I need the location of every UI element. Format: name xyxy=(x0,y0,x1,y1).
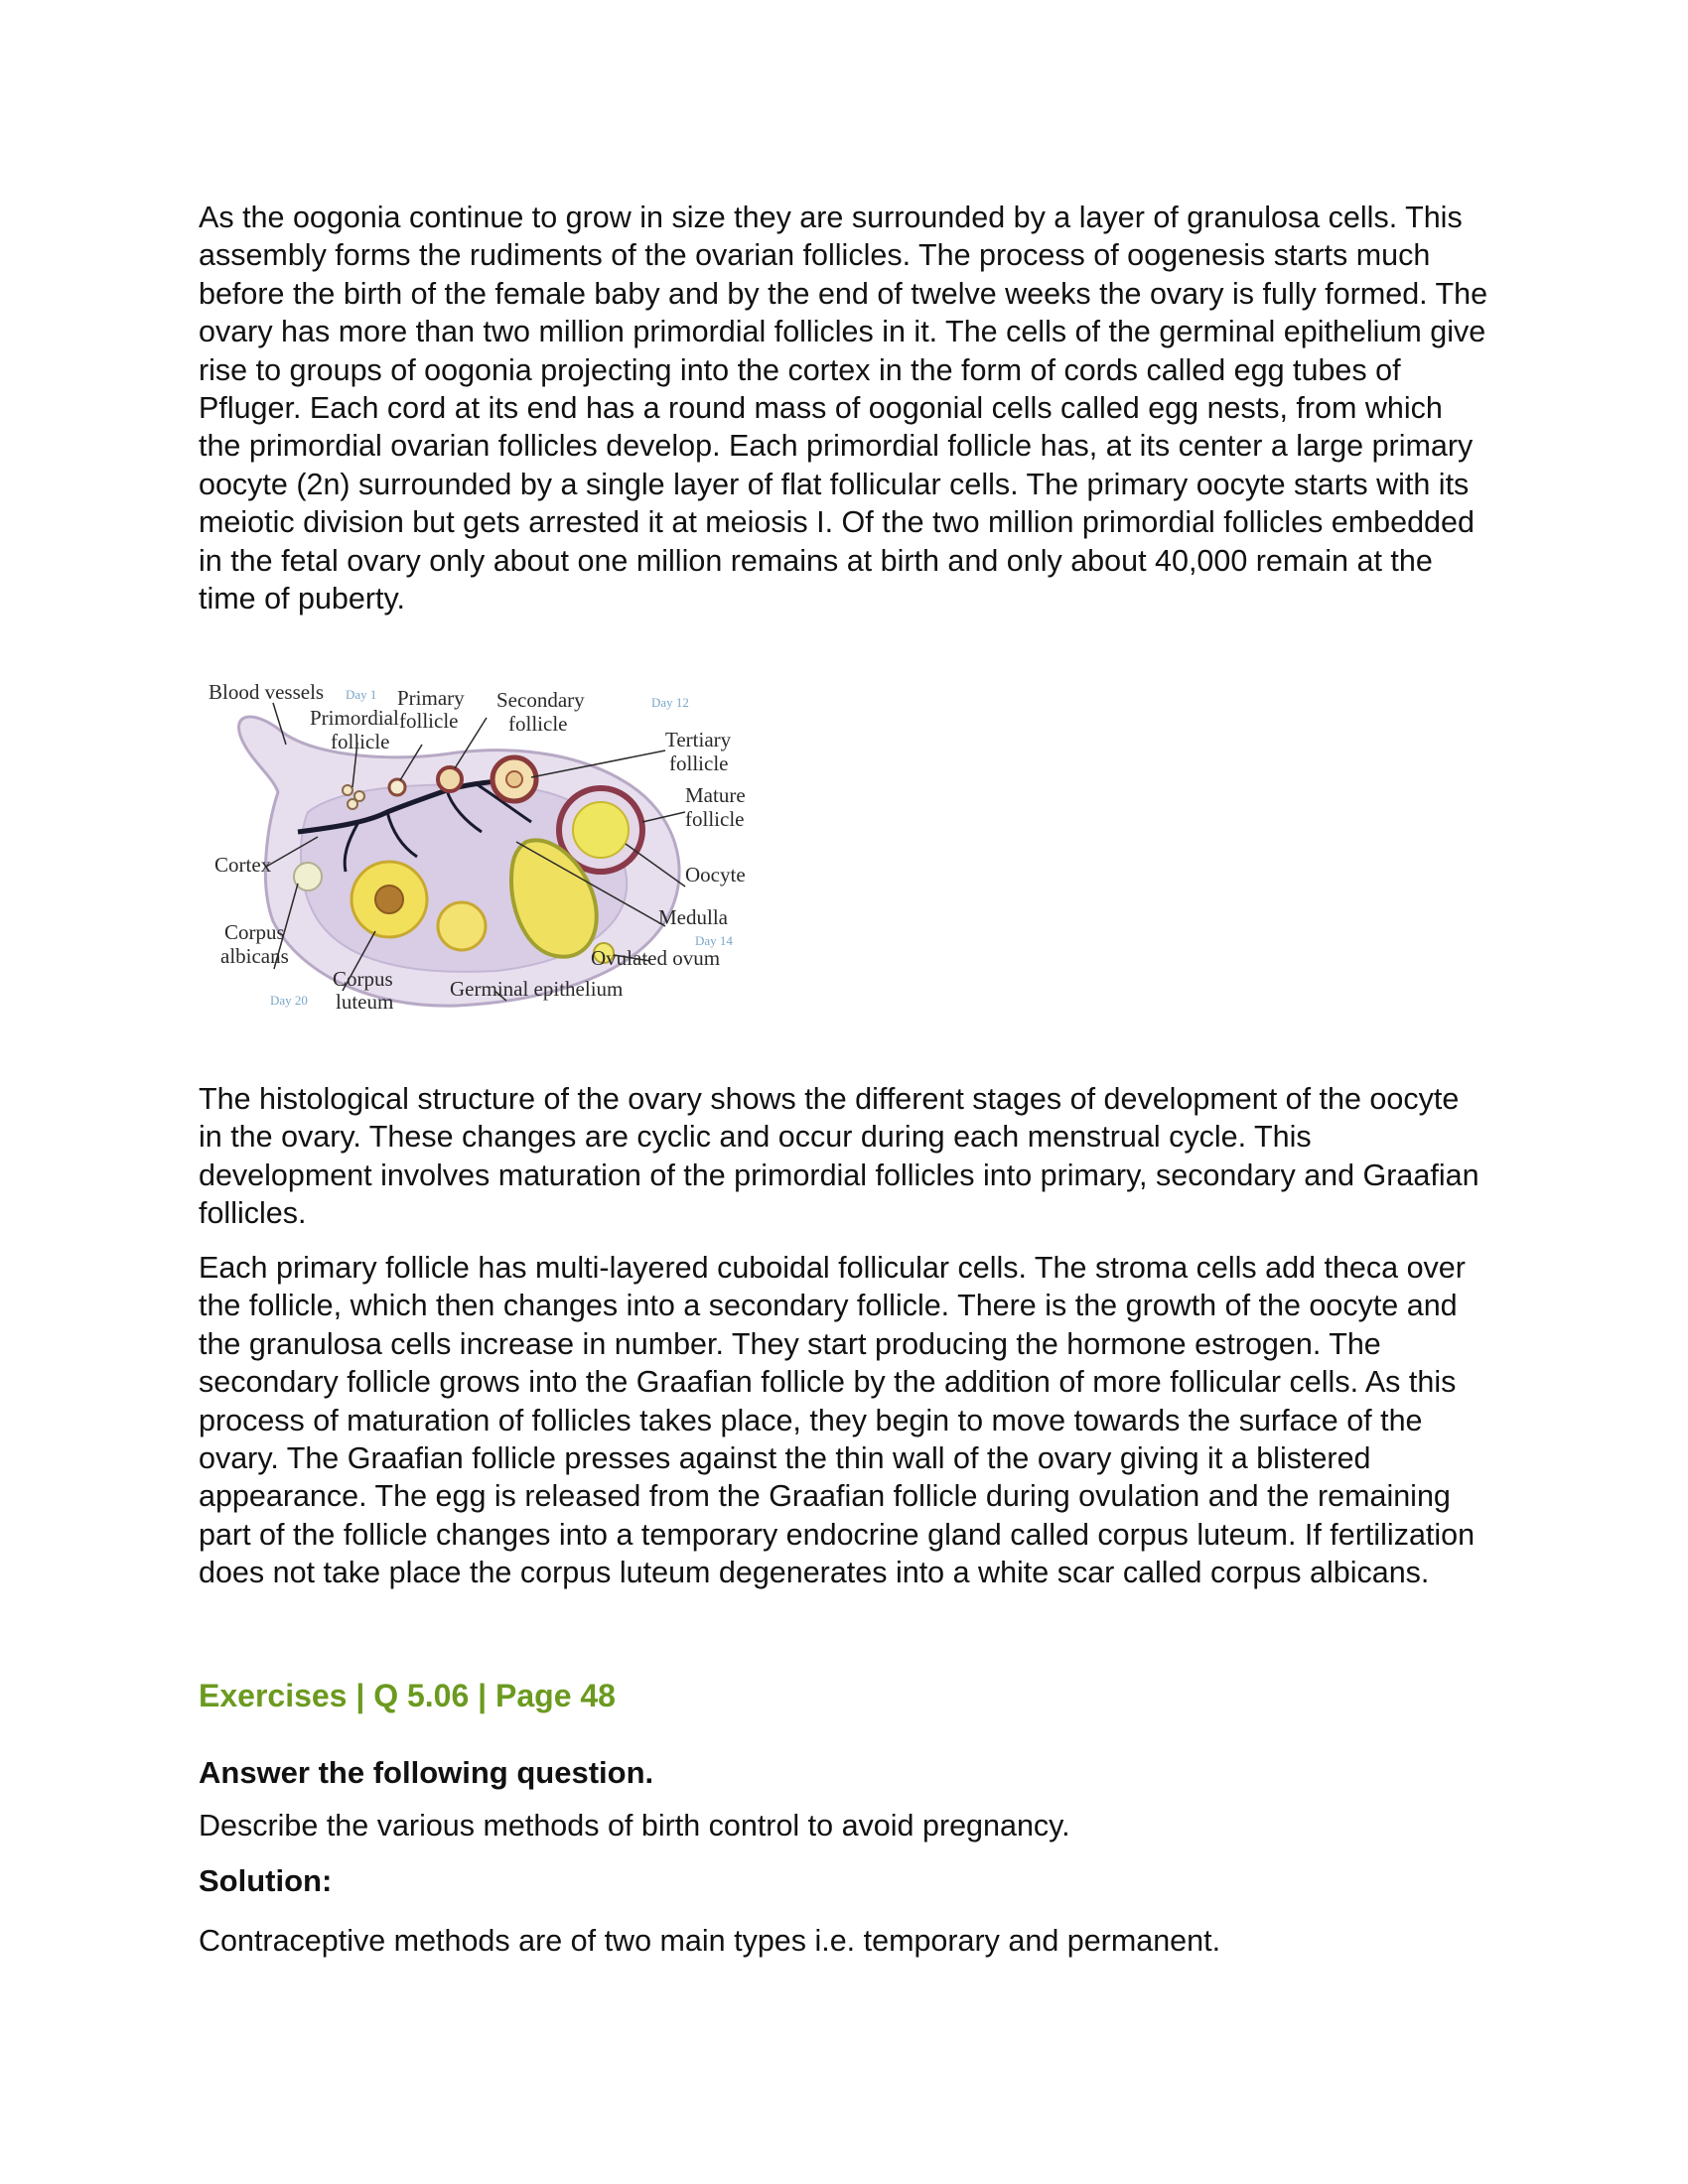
label-day-14: Day 14 xyxy=(695,933,733,948)
label-primordial-1: Primordial xyxy=(310,706,399,730)
label-primary-1: Primary xyxy=(397,686,465,710)
label-blood-vessels: Blood vessels xyxy=(209,680,325,704)
label-cortex: Cortex xyxy=(214,853,272,877)
mature-follicle-antrum xyxy=(573,802,629,858)
developing-corpus-luteum xyxy=(438,902,486,950)
label-primary-2: follicle xyxy=(399,709,459,733)
label-corpus-luteum-1: Corpus xyxy=(333,967,393,991)
tertiary-oocyte xyxy=(506,771,522,787)
ovary-diagram-svg xyxy=(199,673,794,1050)
ovary-diagram xyxy=(199,673,794,1050)
label-secondary-1: Secondary xyxy=(496,688,585,712)
primordial-follicle xyxy=(343,785,352,795)
label-tertiary-1: Tertiary xyxy=(665,728,732,751)
label-mature-2: follicle xyxy=(685,807,745,831)
label-medulla: Medulla xyxy=(658,905,728,929)
label-primordial-2: follicle xyxy=(331,730,390,753)
label-oocyte: Oocyte xyxy=(685,863,746,887)
secondary-follicle xyxy=(438,767,462,791)
label-tertiary-2: follicle xyxy=(669,751,729,775)
paragraph-histology: The histological structure of the ovary shows the different stages of development of the oocyte in the ovary. These changes are cyclic and occur during each menstrual cycle. This development involves maturation of the primordial follicles into primary, secondary and Graafian follicles. xyxy=(199,1082,1479,1231)
question-text: Describe the various methods of birth control to avoid pregnancy. xyxy=(199,1809,1070,1843)
solution-text: Contraceptive methods are of two main types i.e. temporary and permanent. xyxy=(199,1924,1221,1958)
paragraph-oogenesis: As the oogonia continue to grow in size they are surrounded by a layer of granulosa cells. This assembly forms the rudiments of the ovarian follicles. The process of oogenesis starts much before the birth of the female baby and by the end of twelve weeks the ovary is fully formed. The ovary has more than two million primordial follicles in it. The cells of the germinal epithelium give rise to groups of oogonia projecting into the cortex in the form of cords called egg tubes of Pfluger. Each cord at its end has a round mass of oogonial cells called egg nests, from which the primordial ovarian follicles develop. Each primordial follicle has, at its center a large primary oocyte (2n) surrounded by a single layer of flat follicular cells. The primary oocyte starts with its meiotic division but gets arrested it at meiosis I. Of the two million primordial follicles embedded in the fetal ovary only about one million remains at birth and only about 40,000 remain at the time of puberty. xyxy=(199,201,1488,616)
exercise-heading: Exercises | Q 5.06 | Page 48 xyxy=(199,1678,616,1713)
corpus-albicans xyxy=(294,863,322,890)
label-day-20: Day 20 xyxy=(270,993,308,1008)
primordial-follicle xyxy=(348,799,357,809)
label-corpus-albicans-1: Corpus xyxy=(224,920,285,944)
label-ovulated-ovum: Ovulated ovum xyxy=(591,946,721,970)
label-germinal-epithelium: Germinal epithelium xyxy=(450,977,624,1001)
corpus-luteum-core xyxy=(375,886,403,913)
solution-heading: Solution: xyxy=(199,1863,333,1898)
paragraph-follicle-maturation: Each primary follicle has multi-layered cuboidal follicular cells. The stroma cells add theca over the follicle, which then changes into a secondary follicle. There is the growth of the oocyte and the granulosa cells increase in number. They start producing the hormone estrogen. The secondary follicle grows into the Graafian follicle by the addition of more follicular cells. As this process of maturation of follicles takes place, they begin to move towards the surface of the ovary. The Graafian follicle presses against the thin wall of the ovary giving it a blistered appearance. The egg is released from the Graafian follicle during ovulation and the remaining part of the follicle changes into a temporary endocrine gland called corpus luteum. If fertilization does not take place the corpus luteum degenerates into a white scar called corpus albicans. xyxy=(199,1251,1476,1590)
label-secondary-2: follicle xyxy=(508,712,568,736)
label-day-12: Day 12 xyxy=(651,695,689,710)
label-corpus-albicans-2: albicans xyxy=(220,944,289,968)
label-corpus-luteum-2: luteum xyxy=(336,990,394,1014)
label-day-1: Day 1 xyxy=(346,687,377,702)
question-heading: Answer the following question. xyxy=(199,1755,654,1790)
primary-follicle xyxy=(389,779,405,795)
label-mature-1: Mature xyxy=(685,783,746,807)
